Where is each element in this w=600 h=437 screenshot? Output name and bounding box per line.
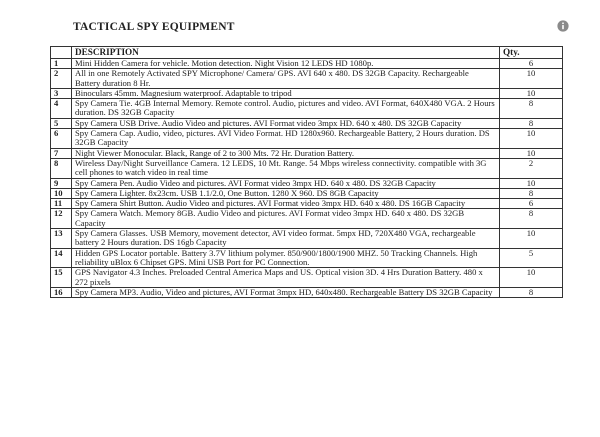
item-description: Spy Camera Watch. Memory 8GB. Audio Video and pictures. AVI Format video 3mpx HD. 640 x 480. DS 32GB Capacity [72,209,500,229]
table-row [51,129,563,149]
table-body [51,59,563,298]
table-row [51,69,563,89]
table-row [51,99,563,119]
item-qty: 10 [500,229,563,249]
table-row [51,88,563,98]
item-description: Spy Camera USB Drive. Audio Video and pictures. AVI Format video 3mpx HD. 640 x 480. DS 32GB Capacity [72,118,500,128]
item-description: Mini Hidden Camera for vehicle. Motion detection. Night Vision 12 LEDS HD 1080p. [72,59,500,69]
item-description: Spy Camera Cap. Audio, video, pictures. AVI Video Format. HD 1280x960. Rechargeable Battery, 2 Hours duration. DS 32GB Capacity [72,129,500,149]
item-description: Spy Camera Tie. 4GB Internal Memory. Remote control. Audio, pictures and video. AVI Format, 640X480 VGA. 2 Hours duration. DS 32GB Capacity [72,99,500,119]
header-qty: Qty. [500,47,563,59]
item-qty: 10 [500,178,563,188]
table-row [51,209,563,229]
item-qty: 10 [500,129,563,149]
table-row [51,158,563,178]
item-qty: 8 [500,99,563,119]
item-description: All in one Remotely Activated SPY Microphone/ Camera/ GPS. AVI 640 x 480. DS 32GB Capacity. Rechargeable Battery duration 8 Hr. [72,69,500,89]
item-qty: 6 [500,59,563,69]
item-description: Spy Camera Glasses. USB Memory, movement detector, AVI video format. 5mpx HD, 720X480 VGA, rechargeable battery 2 Hours duration. DS 16gb Capacity [72,229,500,249]
item-number: 4 [51,99,72,119]
item-description: Spy Camera Pen. Audio Video and pictures. AVI Format video 3mpx HD. 640 x 480. DS 32GB Capacity [72,178,500,188]
table-row [51,268,563,288]
item-number: 9 [51,178,72,188]
item-number: 1 [51,59,72,69]
item-qty: 8 [500,118,563,128]
item-qty: 2 [500,158,563,178]
item-number: 3 [51,88,72,98]
item-description: GPS Navigator 4.3 Inches. Preloaded Central America Maps and US. Optical vision 3D. 4 Hrs Duration Battery. 480 x 272 pixels [72,268,500,288]
item-description: Spy Camera Shirt Button. Audio Video and pictures. AVI Format video 3mpx HD. 640 x 480. DS 16GB Capacity [72,199,500,209]
table-row [51,229,563,249]
info-circle-icon[interactable] [557,20,569,32]
item-qty: 6 [500,199,563,209]
table-row [51,287,563,297]
table-row [51,178,563,188]
item-number: 14 [51,248,72,268]
item-description: Binoculars 45mm. Magnesium waterproof. Adaptable to tripod [72,88,500,98]
table-row [51,148,563,158]
table-header-row [51,47,563,59]
item-qty: 5 [500,248,563,268]
item-number: 6 [51,129,72,149]
item-description: Spy Camera Lighter. 8x23cm. USB 1.1/2.0, One Button. 1280 X 960. DS 8GB Capacity [72,188,500,198]
item-qty: 10 [500,69,563,89]
item-number: 10 [51,188,72,198]
item-number: 5 [51,118,72,128]
item-number: 15 [51,268,72,288]
document-title: TACTICAL SPY EQUIPMENT [73,21,235,33]
table-row [51,199,563,209]
header-number-cell [51,47,72,59]
item-number: 12 [51,209,72,229]
equipment-table [50,46,563,298]
item-qty: 10 [500,148,563,158]
item-description: Night Viewer Monocular. Black, Range of 2 to 300 Mts. 72 Hr. Duration Battery. [72,148,500,158]
item-number: 11 [51,199,72,209]
header-description: DESCRIPTION [72,47,500,59]
item-number: 7 [51,148,72,158]
item-qty: 10 [500,268,563,288]
item-number: 2 [51,69,72,89]
item-qty: 10 [500,88,563,98]
table-row [51,248,563,268]
item-qty: 8 [500,188,563,198]
item-number: 8 [51,158,72,178]
item-description: Hidden GPS Locator portable. Battery 3.7V lithium polymer. 850/900/1800/1900 MHZ. 50 Tracking Channels. High reliability uBlox 6 Chipset GPS. Mini USB Port for PC Connection. [72,248,500,268]
item-qty: 8 [500,287,563,297]
item-number: 13 [51,229,72,249]
item-qty: 8 [500,209,563,229]
item-description: Wireless Day/Night Surveillance Camera. 12 LEDS, 10 Mt. Range. 54 Mbps wireless connectivity. compatible with 3G cell phones to watch video in real time [72,158,500,178]
table-row [51,188,563,198]
table-row [51,59,563,69]
item-number: 16 [51,287,72,297]
table-row [51,118,563,128]
item-description: Spy Camera MP3. Audio, Video and pictures, AVI Format 3mpx HD, 640x480. Rechargeable Battery DS 32GB Capacity [72,287,500,297]
